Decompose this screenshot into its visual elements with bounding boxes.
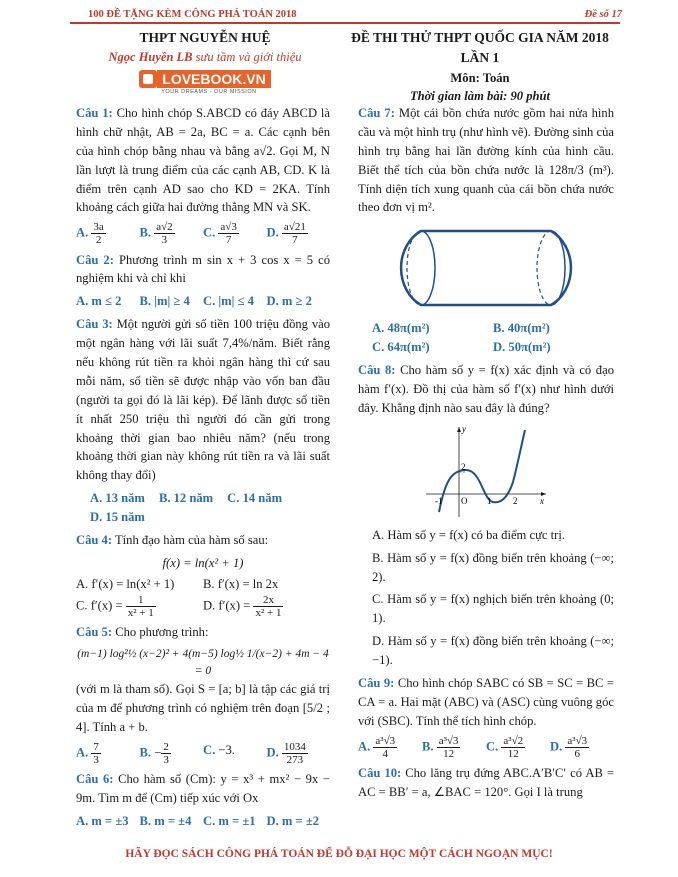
graph-minus1: -1 — [435, 495, 443, 506]
author-line: Ngọc Huyền LB sưu tầm và giới thiệu — [108, 50, 302, 65]
question-8: Câu 8: Cho hàm số y = f(x) xác định và có đạo hàm f′(x). Đồ thị của hàm số f′(x) như hình dưới đây. Khẳng định nào sau đây là đúng? — [358, 363, 614, 415]
header-left-block — [70, 28, 340, 99]
tank-figure — [381, 223, 591, 313]
q3-options: A. 13 năm B. 12 năm C. 14 năm D. 15 năm — [90, 491, 283, 525]
graph-y-label: y — [462, 423, 466, 434]
q2-options: A. m ≤ 2 B. |m| ≥ 4 C. |m| ≤ 4 D. m ≥ 2 — [76, 294, 312, 309]
question-1: Câu 1: Cho hình chóp S.ABCD có đáy ABCD là hình chữ nhật, AB = 2a, BC = a. Các cạnh bên của hình chóp bằng nhau và bằng a√2. Gọi M, N lần lượt là trung điểm của các cạnh AB, CD. K là điểm trên cạnh AD sao cho KD = 2KA. Tính khoảng cách giữa hai đường thẳng MN và SK. — [76, 106, 330, 215]
q5-options: A. $\frac{7}{3}$ B. − $\frac{2}{3}$ C. −3. D. $\frac{1034}{273}$ — [76, 740, 306, 767]
q1-options: A. $\frac{3a}{2}$ B. $\frac{a√2}{3}$ C. $\frac{a√3}{7}$ D. $\frac{a√21}{7}$ — [76, 221, 306, 247]
exam-number: Đề số 17 — [584, 9, 622, 20]
running-header — [0, 0, 678, 22]
graph-x-label: x — [540, 495, 544, 506]
q5-text2: (với m là tham số). Gọi S = [a; b] là tập các giá trị của m để phương trình có nghiệm trên đoạn [5/2 ; 4]. Tính a + b. — [76, 682, 330, 735]
derivative-graph — [421, 422, 551, 522]
question-6: Câu 6: Cho hàm số (Cm): y = x³ + mx² − 9x − 9m. Tìm m để (Cm) tiếp xúc với Ox — [76, 772, 330, 805]
footer-slogan: HÃY ĐỌC SÁCH CÔNG PHÁ TOÁN ĐỂ ĐỖ ĐẠI HỌC MỘT CÁCH NGOẠN MỤC! — [125, 848, 553, 860]
question-9: Câu 9: Cho hình chóp SABC có SB = SC = BC = CA = a. Hai mặt (ABC) và (ASC) cùng vuông góc với (SBC). Tính thể tích hình chóp. — [358, 676, 614, 728]
school-name: THPT NGUYỄN HUỆ — [139, 30, 271, 45]
q4-formula: f(x) = ln(x² + 1) — [162, 555, 244, 570]
q8-options: A. Hàm số y = f(x) có ba điểm cực trị. B. Hàm số y = f(x) đồng biến trên khoảng (−∞; 2). C. Hàm số y = f(x) nghịch biến trên khoảng (0; 1). D. Hàm số y = f(x) đồng biến trên khoảng (−∞; −1). — [372, 527, 614, 668]
q7-options: A. 48π(m²) B. 40π(m²) C. 64π(m²) D. 50π(m²) — [372, 321, 551, 355]
right-column — [358, 104, 614, 806]
left-column — [76, 104, 330, 835]
graph-tick-1: 1 — [487, 495, 492, 506]
q9-options: A. $\frac{\text{a³√3}}{4}$ B. $\frac{\text{a³√3}}{12}$ C. $\frac{\text{a³√2}}{12}$ D. $\frac{\text{a³√3}}{6}$ — [358, 734, 588, 760]
question-4: Câu 4: Tính đạo hàm của hàm số sau: — [76, 533, 269, 547]
q5-formula: (m−1) log²½ (x−2)² + 4(m−5) log½ 1/(x−2) + 4m − 4 = 0 — [77, 647, 329, 677]
logo-icon — [139, 70, 157, 88]
question-7: Câu 7: Một cái bồn chứa nước gồm hai nửa hình cầu và một hình trụ (như hình vẽ). Đường sinh của hình trụ bằng hai lần đường kính của hình cầu. Biết thể tích của bồn chứa nước là 128π/3 (m³). Tính diện tích xung quanh của cái bồn chứa nước theo đơn vị m². — [358, 106, 614, 215]
header-right-block — [340, 28, 620, 106]
question-5: Câu 5: Cho phương trình: — [76, 624, 209, 639]
series-title: 100 ĐỀ TẶNG KÈM CÔNG PHÁ TOÁN 2018 — [88, 9, 297, 20]
question-2: Câu 2: Phương trình m sin x + 3 cos x = 5 có nghiệm khi và chỉ khi — [76, 252, 330, 286]
q6-options: A. m = ±3 B. m = ±4 C. m = ±1 D. m = ±2 — [76, 813, 320, 828]
graph-origin: O — [461, 495, 468, 506]
question-3: Câu 3: Một người gửi số tiền 100 triệu đồng vào một ngân hàng với lãi suất 7,4%/năm. Biết rằng nếu không rút tiền ra khỏi ngân hàng thì cứ sau mỗi năm, số tiền sẽ được nhập vào vốn ban đầu (người ta gọi đó là lãi kép). Để lãnh được số tiền ít nhất 250 triệu thì người đó cần gửi trong khoảng thời gian bao nhiêu năm? (nếu trong khoảng thời gian này không rút tiền ra và lãi suất không thay đổi) — [76, 317, 331, 483]
subject: Môn: Toán — [450, 70, 510, 85]
header-rule — [70, 22, 620, 24]
duration: Thời gian làm bài: 90 phút — [409, 89, 551, 104]
graph-y2: 2 — [461, 461, 466, 472]
lovebook-logo: LOVEBOOK.VN YOUR DREAMS - OUR MISSION — [139, 69, 270, 96]
question-10: Câu 10: Cho lăng trụ đứng ABC.A′B′C′ có AB = AC = BB′ = a, ∠BAC = 120°. Gọi I là trung — [358, 765, 614, 799]
exam-title: ĐỀ THI THỬ THPT QUỐC GIA NĂM 2018 LẦN 1 — [351, 30, 609, 66]
graph-tick-2: 2 — [513, 495, 518, 506]
q4-options: A. f′(x) = ln(x² + 1) B. f′(x) = ln 2x C. f′(x) = $\frac{1}{\text{x² + 1}}$ D. f′(x) = $\frac{2x}{\text{x² + 1}}$ — [76, 576, 282, 619]
